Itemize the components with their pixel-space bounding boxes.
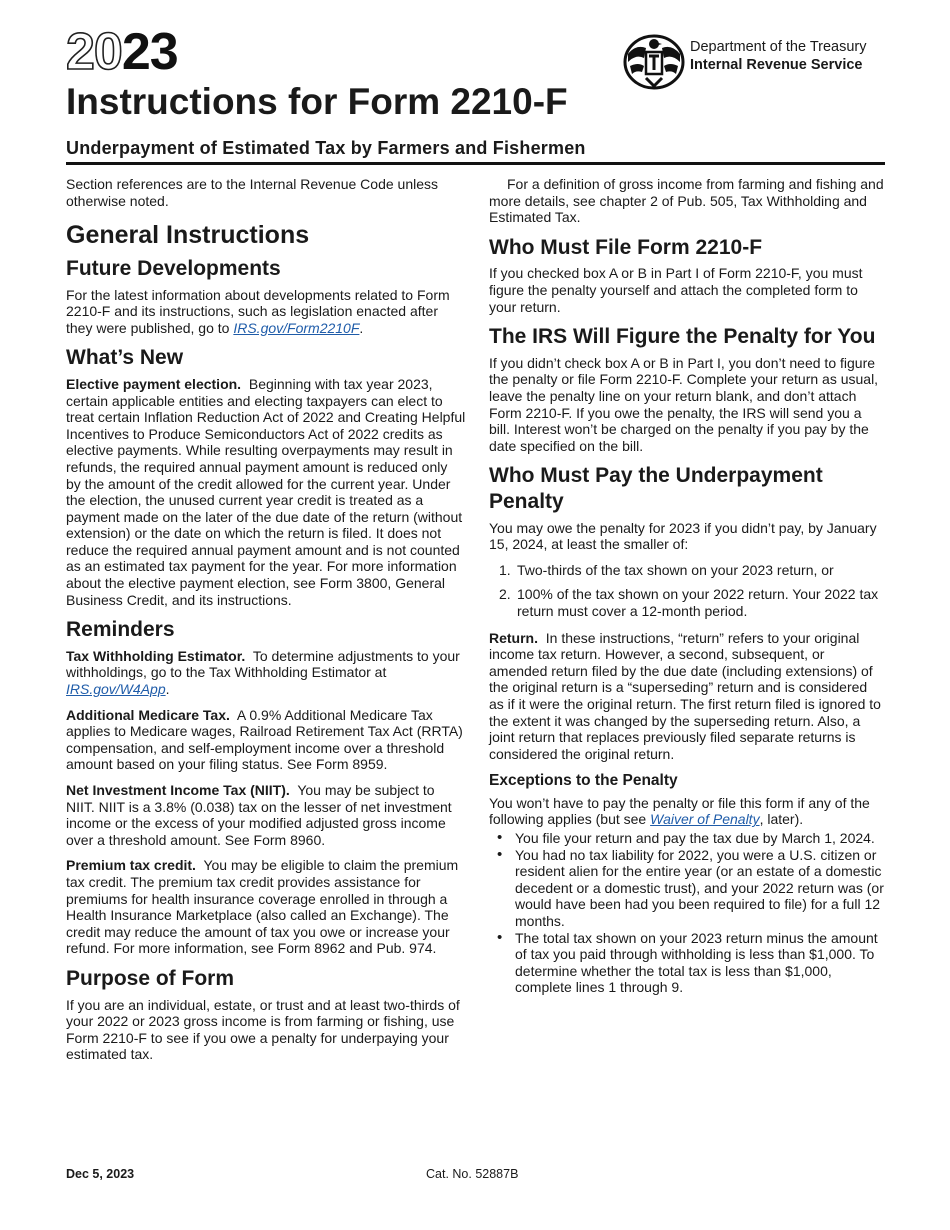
form2210f-link[interactable]: IRS.gov/Form2210F xyxy=(233,319,360,336)
who-must-pay-heading: Who Must Pay the Underpayment Penalty xyxy=(489,464,823,513)
gross-income-paragraph: For a definition of gross income from farming and fishing and more details, see chapter 2 of Pub. 505, Tax Withholding and Estimated Tax. xyxy=(489,176,884,226)
form-year xyxy=(66,23,178,81)
list-item xyxy=(497,930,885,996)
year-solid: 23 xyxy=(121,23,178,81)
premium-credit-paragraph xyxy=(66,857,466,957)
whats-new-heading: What’s New xyxy=(66,346,184,370)
list-item xyxy=(499,586,885,619)
twe-lead: Tax Withholding Estimator. xyxy=(66,647,246,664)
who-must-file-paragraph: If you checked box A or B in Part I of Form 2210-F, you must figure the penalty yourself and attach the completed form to your return. xyxy=(489,265,863,315)
amt-text: A 0.9% Additional Medicare Tax applies to Medicare wages, Railroad Retirement Tax Act (RRTA) compensation, and self-employment income over a threshold amount based on your filing status. See Form 8959. xyxy=(66,706,463,773)
list-item xyxy=(497,830,885,847)
twe-text: To determine adjustments to your withholdings, go to the Tax Withholding Estimator at xyxy=(66,647,460,681)
exceptions-list xyxy=(497,830,885,996)
footer-date: Dec 5, 2023 xyxy=(66,1167,135,1181)
irs-eagle-logo-icon xyxy=(622,32,686,90)
intro-paragraph: Section references are to the Internal Revenue Code unless otherwise noted. xyxy=(66,176,439,209)
future-developments-heading: Future Developments xyxy=(66,256,281,280)
list-number: 2. xyxy=(499,586,511,603)
exceptions-paragraph xyxy=(489,795,885,828)
exceptions-text-b: , later). xyxy=(759,811,804,828)
exceptions-heading: Exceptions to the Penalty xyxy=(489,772,678,790)
year-outline: 20 xyxy=(66,23,122,81)
return-text: In these instructions, “return” refers to your original income tax return. However, a second, subsequent, or amended return filed by the due date (including extensions) of the original return is a “superseding” return and is considered as if it were the original return. The first return filed is ignored to the extent it was changed by the superseding return. Also, a joint return that replaces previously filed separate returns is considered the original return. xyxy=(489,629,881,762)
future-text: For the latest information about developments related to Form 2210-F and its instructions, such as legislation enacted after they were published, go to xyxy=(66,286,450,336)
purpose-heading: Purpose of Form xyxy=(66,966,235,990)
list-text: You had no tax liability for 2022, you were a U.S. citizen or resident alien for the entire year (or an estate of a domestic decedent or a domestic trust), and your 2022 return was (or would have been had you been required to file) for a full 12 months. xyxy=(515,846,884,930)
list-number: 1. xyxy=(499,561,511,578)
who-must-file-heading: Who Must File Form 2210-F xyxy=(489,235,763,259)
niit-text: You may be subject to NIIT. NIIT is a 3.8% (0.038) tax on the lesser of net investment income or the excess of your modified adjusted gross income over a threshold amount. See Form 8960. xyxy=(66,782,452,848)
agency-text xyxy=(690,38,867,74)
return-paragraph xyxy=(489,630,885,763)
elective-payment-paragraph xyxy=(66,376,466,608)
list-text: 100% of the tax shown on your 2022 return. Your 2022 tax return must cover a 12-month period. xyxy=(517,586,879,619)
list-item xyxy=(499,562,885,579)
exceptions-text-a: You won’t have to pay the penalty or file this form if any of the following applies (but see xyxy=(489,794,870,828)
numbered-list xyxy=(499,562,885,620)
bullet-icon: • xyxy=(497,829,503,847)
ptc-lead: Premium tax credit. xyxy=(66,857,196,874)
bullet-icon: • xyxy=(497,928,503,946)
ptc-text: You may be eligible to claim the premium tax credit. The premium tax credit provides assistance for premiums for health insurance coverage enrolled in through a Health Insurance Marketplace (also called an Exchange). The credit may reduce the amount of tax you owe or increase your refund. For more information, see Form 8962 and Pub. 974. xyxy=(66,857,459,957)
footer-catalog-number: Cat. No. 52887B xyxy=(426,1167,519,1181)
left-column xyxy=(66,176,466,1072)
general-instructions-heading: General Instructions xyxy=(66,221,310,250)
page-title: Instructions for Form 2210-F xyxy=(66,81,568,122)
list-text: The total tax shown on your 2023 return minus the amount of tax you paid through withholding is less than $1,000. To determine whether the total tax is less than $1,000, complete lines 1 through 9. xyxy=(515,929,878,996)
purpose-paragraph: If you are an individual, estate, or trust and at least two-thirds of your 2022 or 2023 gross income is from farming or fishing, use Form 2210-F to see if you owe a penalty for underpaying your estimated tax. xyxy=(66,996,460,1063)
niit-paragraph xyxy=(66,782,466,848)
agency-irs: Internal Revenue Service xyxy=(690,57,863,73)
page-subtitle: Underpayment of Estimated Tax by Farmers and Fishermen xyxy=(66,138,586,158)
reminders-heading: Reminders xyxy=(66,618,175,642)
elective-lead: Elective payment election. xyxy=(66,375,242,392)
irs-figure-heading: The IRS Will Figure the Penalty for You xyxy=(489,325,876,349)
waiver-of-penalty-link[interactable]: Waiver of Penalty xyxy=(650,811,760,828)
list-text: You file your return and pay the tax due by March 1, 2024. xyxy=(515,830,875,847)
niit-lead: Net Investment Income Tax (NIIT). xyxy=(66,782,290,799)
list-item xyxy=(497,847,885,930)
future-developments-paragraph: For the latest information about developments related to Form 2210-F and its instructions, such as legislation enacted after they were published, go to IRS.gov/Form2210F. xyxy=(66,286,450,336)
list-text: Two-thirds of the tax shown on your 2023 return, or xyxy=(517,561,834,578)
withholding-estimator-paragraph: Tax Withholding Estimator. To determine adjustments to your withholdings, go to the Tax Withholding Estimator at IRS.gov/W4App. xyxy=(66,647,460,698)
additional-medicare-paragraph xyxy=(66,707,466,773)
bullet-icon: • xyxy=(497,845,503,863)
right-column xyxy=(489,176,885,1004)
elective-text: Beginning with tax year 2023, certain applicable entities and electing taxpayers can elect to treat certain Inflation Reduction Act of 2022 and Creating Helpful Incentives to Produce Semiconductors Act of 2022 credits as elective payments. While resulting overpayments may result in refunds, the required annual payment amount is reduced only by the amount of the credit allowed for the current year. Under the election, the unused current year credit is treated as a payment made on the later of the due date of the return (without extension) or the date on which the return is filed. It does not reduce the required annual payment amount and is not counted as an estimated tax payment for the year. For more information about the elective payment election, see Form 3800, General Business Credit, and its instructions. xyxy=(66,375,466,608)
return-lead: Return. xyxy=(489,629,538,646)
who-must-pay-paragraph: You may owe the penalty for 2023 if you didn’t pay, by January 15, 2024, at least the smaller of: xyxy=(489,519,877,553)
irs-figure-paragraph: If you didn’t check box A or B in Part I, you don’t need to figure the penalty or file Form 2210-F. Complete your return as usual, leave the penalty line on your return blank, and don’t attach Form 2210-F. If you owe the penalty, the IRS will send you a bill. Interest won’t be charged on the penalty if you pay by the date specified on the bill. xyxy=(489,354,879,454)
agency-block xyxy=(622,32,867,90)
amt-lead: Additional Medicare Tax. xyxy=(66,706,230,723)
agency-department: Department of the Treasury xyxy=(690,39,867,55)
w4app-link[interactable]: IRS.gov/W4App xyxy=(66,681,166,698)
header-rule xyxy=(66,162,885,165)
